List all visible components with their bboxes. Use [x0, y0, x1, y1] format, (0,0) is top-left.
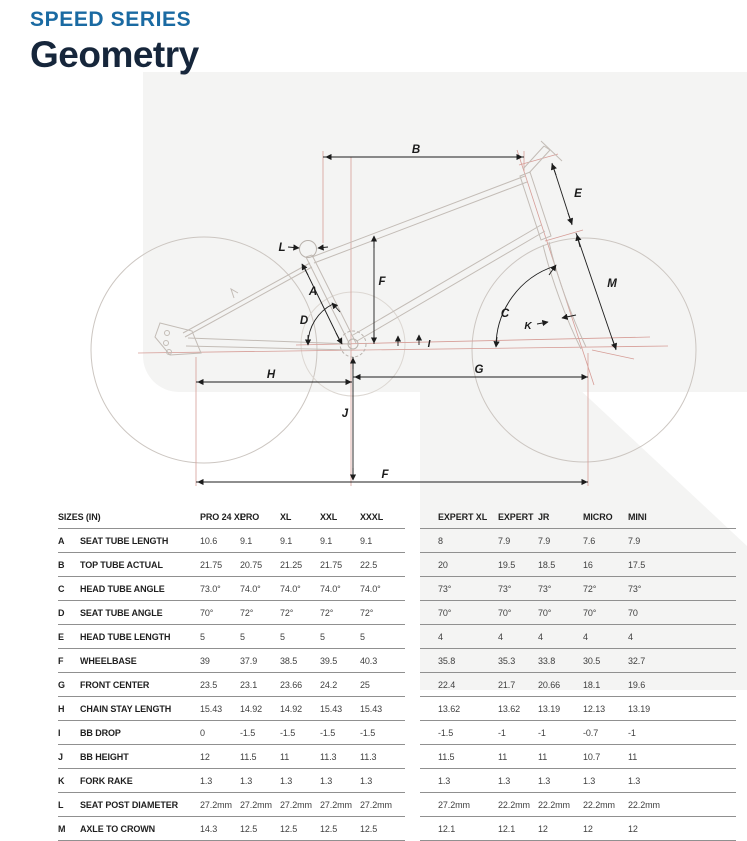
label-standover: F — [378, 276, 386, 288]
label-seat-angle: D — [299, 315, 309, 327]
table-cell: 1.3 — [360, 775, 373, 786]
table-cell: 0 — [200, 727, 205, 738]
table-cell: 30.5 — [583, 655, 601, 666]
table-cell: 32.7 — [628, 655, 646, 666]
table-cell: 4 — [538, 631, 543, 642]
table-cell: 74.0° — [280, 583, 301, 594]
table-cell: 74.0° — [240, 583, 261, 594]
table-cell: 23.5 — [200, 679, 218, 690]
label-front-center: G — [474, 364, 484, 376]
label-top-tube: B — [411, 144, 421, 156]
page-header — [30, 8, 199, 76]
table-cell: 5 — [240, 631, 245, 642]
table-row — [420, 697, 736, 721]
table-cell: 10.7 — [583, 751, 601, 762]
seat-post-circle — [300, 241, 317, 258]
row-letter: A — [58, 535, 65, 546]
table-cell: 11.5 — [438, 751, 455, 762]
table-cell: 13.19 — [538, 703, 561, 714]
table-cell: 7.9 — [498, 535, 511, 546]
table-cell: 1.3 — [320, 775, 333, 786]
table-cell: 5 — [280, 631, 285, 642]
table-cell: 74.0° — [320, 583, 341, 594]
front-wheel — [472, 238, 696, 462]
table-cell: 10.6 — [200, 535, 218, 546]
table-cell: 16 — [583, 559, 593, 570]
table-cell: 70° — [498, 607, 512, 618]
table-row — [420, 721, 736, 745]
bottom-bracket — [300, 241, 367, 358]
table-row — [58, 673, 405, 697]
column-header: XXL — [320, 511, 338, 522]
table-cell: 12.5 — [320, 823, 338, 834]
table-cell: -0.7 — [583, 727, 599, 738]
label-wheelbase: F — [381, 469, 389, 481]
table-cell: 1.3 — [628, 775, 641, 786]
row-letter: K — [58, 775, 65, 786]
table-row — [58, 529, 405, 553]
table-cell: 74.0° — [360, 583, 381, 594]
table-cell: 25 — [360, 679, 370, 690]
label-axle-to-crown: M — [607, 278, 617, 290]
table-cell: 39.5 — [320, 655, 338, 666]
table-cell: 5 — [360, 631, 365, 642]
table-cell: 70° — [438, 607, 452, 618]
table-cell: 4 — [498, 631, 503, 642]
table-row — [58, 745, 405, 769]
table-cell: 15.43 — [320, 703, 343, 714]
frame — [155, 141, 586, 355]
column-header: JR — [538, 511, 550, 522]
row-label: WHEELBASE — [80, 655, 137, 666]
table-cell: -1 — [628, 727, 636, 738]
table-row — [420, 793, 736, 817]
table-row — [420, 553, 736, 577]
column-header: PRO — [240, 511, 260, 522]
table-row — [58, 721, 405, 745]
row-letter: I — [58, 727, 61, 738]
table-cell: 72° — [320, 607, 334, 618]
table-cell: 1.3 — [280, 775, 293, 786]
table-cell: 21.25 — [280, 559, 303, 570]
table-cell: 12.13 — [583, 703, 606, 714]
label-head-angle: C — [500, 308, 510, 320]
label-seat-tube: A — [308, 286, 318, 298]
table-cell: 70° — [200, 607, 214, 618]
table-cell: 27.2mm — [200, 799, 232, 810]
table-cell: 1.3 — [240, 775, 253, 786]
table-cell: 73° — [538, 583, 552, 594]
row-letter: G — [58, 679, 65, 690]
table-cell: 18.1 — [583, 679, 601, 690]
table-cell: 13.19 — [628, 703, 651, 714]
table-cell: 12 — [538, 823, 548, 834]
table-cell: 11.5 — [240, 751, 257, 762]
row-letter: D — [58, 607, 65, 618]
table-cell: 40.3 — [360, 655, 378, 666]
table-row — [420, 601, 736, 625]
table-row — [58, 577, 405, 601]
table-row — [420, 529, 736, 553]
table-cell: 11 — [280, 751, 290, 762]
table-cell: 22.2mm — [498, 799, 530, 810]
column-header: PRO 24 XL — [200, 511, 246, 522]
table-cell: 11 — [628, 751, 638, 762]
table-cell: 14.3 — [200, 823, 218, 834]
row-label: AXLE TO CROWN — [80, 823, 156, 834]
table-cell: 15.43 — [360, 703, 383, 714]
table-cell: 72° — [583, 583, 597, 594]
column-header: MINI — [628, 511, 647, 522]
series-label: SPEED SERIES — [30, 8, 192, 31]
table-cell: 9.1 — [320, 535, 333, 546]
table-cell: 38.5 — [280, 655, 298, 666]
table-cell: 21.75 — [200, 559, 223, 570]
table-cell: 70° — [538, 607, 552, 618]
page-title: Geometry — [30, 34, 199, 75]
row-label: CHAIN STAY LENGTH — [80, 703, 172, 714]
table-header-row — [58, 505, 405, 529]
table-cell: 22.4 — [438, 679, 456, 690]
table-cell: 12.1 — [438, 823, 456, 834]
table-cell: -1.5 — [438, 727, 454, 738]
row-letter: F — [58, 655, 64, 666]
row-letter: J — [58, 751, 63, 762]
table-cell: 12.5 — [280, 823, 298, 834]
row-letter: E — [58, 631, 64, 642]
column-header: MICRO — [583, 511, 613, 522]
table-cell: 27.2mm — [360, 799, 392, 810]
table-cell: 12.5 — [240, 823, 258, 834]
table-cell: 20.66 — [538, 679, 561, 690]
table-cell: 13.62 — [438, 703, 461, 714]
label-fork-rake: K — [524, 321, 532, 332]
column-header: XL — [280, 511, 292, 522]
table-cell: 19.5 — [498, 559, 516, 570]
table-cell: 5 — [200, 631, 205, 642]
table-cell: 35.3 — [498, 655, 516, 666]
table-cell: 11.3 — [360, 751, 377, 762]
table-cell: 14.92 — [280, 703, 303, 714]
table-cell: 12 — [583, 823, 593, 834]
table-cell: 12 — [628, 823, 638, 834]
table-cell: 22.2mm — [583, 799, 615, 810]
table-cell: 1.3 — [498, 775, 511, 786]
row-label: SEAT POST DIAMETER — [80, 799, 179, 810]
table-cell: 22.5 — [360, 559, 378, 570]
brake-mount — [231, 289, 238, 298]
row-label: BB HEIGHT — [80, 751, 129, 762]
table-row — [58, 697, 405, 721]
table-cell: 23.66 — [280, 679, 303, 690]
table-row — [420, 577, 736, 601]
table-cell: 9.1 — [280, 535, 293, 546]
table-cell: 8 — [438, 535, 443, 546]
table-cell: 1.3 — [200, 775, 213, 786]
label-chain-stay: H — [266, 369, 276, 381]
table-cell: 17.5 — [628, 559, 646, 570]
table-cell: -1.5 — [320, 727, 336, 738]
table-cell: 18.5 — [538, 559, 556, 570]
table-cell: 72° — [240, 607, 254, 618]
table-row — [420, 817, 736, 841]
table-row — [58, 793, 405, 817]
table-header-row — [420, 505, 736, 529]
table-cell: 20 — [438, 559, 448, 570]
table-cell: 11.3 — [320, 751, 337, 762]
table-cell: -1.5 — [360, 727, 376, 738]
table-cell: 14.92 — [240, 703, 263, 714]
table-cell: 11 — [498, 751, 508, 762]
table-cell: 70° — [583, 607, 597, 618]
table-row — [58, 769, 405, 793]
table-row — [58, 553, 405, 577]
table-row — [58, 601, 405, 625]
table-cell: 13.62 — [498, 703, 521, 714]
dimension-arrows — [198, 157, 616, 482]
rear-wheel — [91, 237, 317, 463]
table-cell: 22.2mm — [628, 799, 660, 810]
table-cell: 20.75 — [240, 559, 263, 570]
table-cell: 1.3 — [538, 775, 551, 786]
geometry-table-right-block — [420, 505, 736, 841]
row-label: HEAD TUBE LENGTH — [80, 631, 171, 642]
dimension-lines — [196, 157, 616, 482]
table-cell: 21.7 — [498, 679, 516, 690]
table-cell: 72° — [360, 607, 374, 618]
row-letter: L — [58, 799, 64, 810]
table-cell: 11 — [538, 751, 548, 762]
label-bb-drop: I — [427, 339, 431, 350]
table-cell: 12.5 — [360, 823, 378, 834]
table-cell: 19.6 — [628, 679, 646, 690]
table-cell: 39 — [200, 655, 210, 666]
table-cell: 12 — [200, 751, 210, 762]
table-row — [420, 745, 736, 769]
table-cell: 37.9 — [240, 655, 258, 666]
table-cell: -1.5 — [240, 727, 256, 738]
table-cell: 1.3 — [583, 775, 596, 786]
row-label: BB DROP — [80, 727, 121, 738]
table-cell: 73.0° — [200, 583, 221, 594]
table-cell: 33.8 — [538, 655, 556, 666]
table-cell: 22.2mm — [538, 799, 570, 810]
row-label: SEAT TUBE ANGLE — [80, 607, 163, 618]
sizes-header: SIZES (IN) — [58, 511, 101, 522]
row-label: TOP TUBE ACTUAL — [80, 559, 163, 570]
column-header: XXXL — [360, 511, 384, 522]
table-cell: 7.6 — [583, 535, 596, 546]
rear-dropout — [155, 323, 201, 355]
table-cell: 7.9 — [538, 535, 551, 546]
table-cell: 23.1 — [240, 679, 258, 690]
table-cell: -1 — [498, 727, 506, 738]
table-row — [420, 649, 736, 673]
table-cell: 72° — [280, 607, 294, 618]
table-cell: 73° — [498, 583, 512, 594]
label-bb-height: J — [341, 408, 349, 420]
column-header: EXPERT XL — [438, 511, 488, 522]
table-cell: 27.2mm — [438, 799, 470, 810]
table-row — [58, 625, 405, 649]
table-cell: -1.5 — [280, 727, 296, 738]
table-cell: 27.2mm — [320, 799, 352, 810]
table-cell: -1 — [538, 727, 546, 738]
reference-lines — [138, 150, 668, 486]
geometry-table-left-block — [58, 505, 405, 841]
table-cell: 70 — [628, 607, 638, 618]
row-letter: H — [58, 703, 65, 714]
table-cell: 24.2 — [320, 679, 338, 690]
table-row — [420, 769, 736, 793]
row-letter: M — [58, 823, 66, 834]
table-cell: 21.75 — [320, 559, 343, 570]
table-row — [58, 817, 405, 841]
bike-geometry-diagram — [0, 95, 747, 495]
table-row — [420, 625, 736, 649]
table-cell: 35.8 — [438, 655, 456, 666]
table-cell: 4 — [438, 631, 443, 642]
table-row — [420, 673, 736, 697]
row-label: SEAT TUBE LENGTH — [80, 535, 169, 546]
row-label: FRONT CENTER — [80, 679, 150, 690]
table-cell: 15.43 — [200, 703, 223, 714]
table-cell: 12.1 — [498, 823, 516, 834]
table-row — [58, 649, 405, 673]
table-cell: 7.9 — [628, 535, 641, 546]
table-cell: 27.2mm — [280, 799, 312, 810]
table-cell: 73° — [438, 583, 452, 594]
row-label: FORK RAKE — [80, 775, 133, 786]
column-header: EXPERT — [498, 511, 534, 522]
row-label: HEAD TUBE ANGLE — [80, 583, 165, 594]
table-cell: 4 — [628, 631, 633, 642]
table-cell: 4 — [583, 631, 588, 642]
table-cell: 27.2mm — [240, 799, 272, 810]
label-head-tube: E — [574, 188, 582, 200]
row-letter: C — [58, 583, 65, 594]
table-cell: 1.3 — [438, 775, 451, 786]
table-cell: 9.1 — [360, 535, 373, 546]
table-cell: 73° — [628, 583, 642, 594]
table-cell: 5 — [320, 631, 325, 642]
table-cell: 9.1 — [240, 535, 253, 546]
label-seat-post: L — [278, 242, 286, 254]
row-letter: B — [58, 559, 65, 570]
